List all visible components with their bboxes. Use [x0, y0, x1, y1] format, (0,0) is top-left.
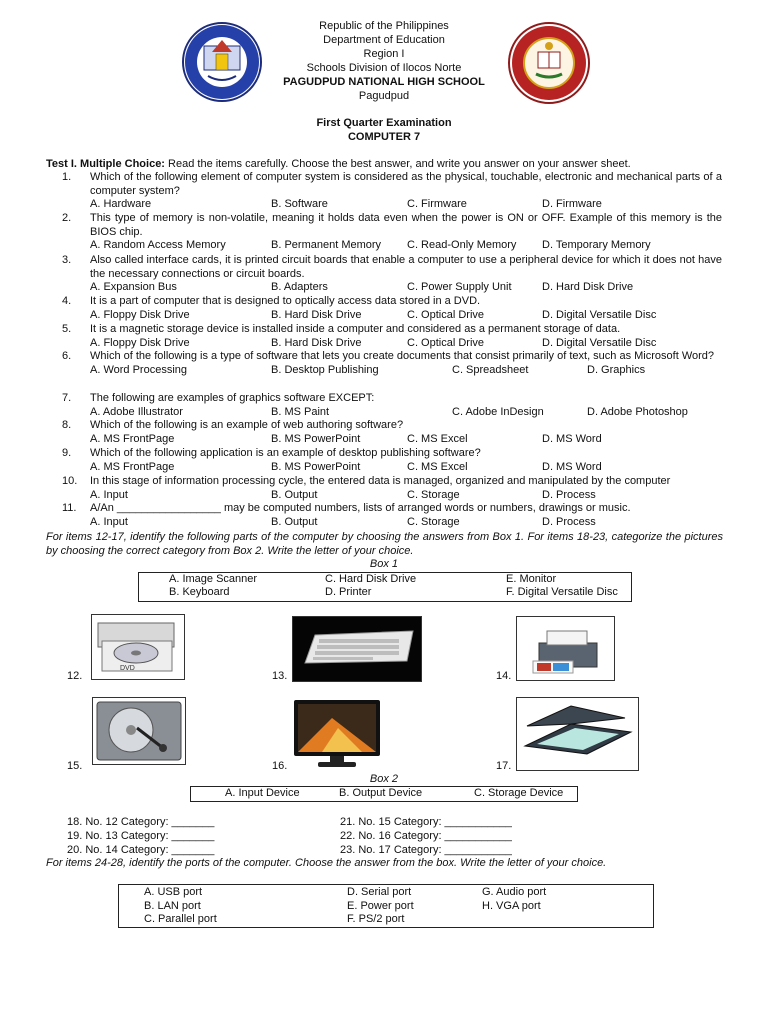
question-item — [62, 295, 722, 323]
answer-options — [90, 364, 722, 378]
answer-option: B. MS PowerPoint — [271, 460, 361, 473]
question-item — [62, 212, 722, 253]
box1-option: B. Keyboard — [169, 586, 230, 598]
answer-option: D. Hard Disk Drive — [542, 281, 634, 294]
picture-number: 17. — [496, 760, 512, 772]
dvd-logo-text: DVD — [120, 665, 135, 672]
answer-option: A. Hardware — [90, 198, 152, 211]
test1-label: Test I. Multiple Choice: — [46, 158, 165, 170]
part3-instructions: For items 24-28, identify the ports of the computer. Choose the answer from the box. Write the letter of your choice. — [46, 857, 607, 869]
hard-disk-picture — [92, 697, 186, 765]
answer-option: A. Floppy Disk Drive — [90, 308, 190, 321]
answer-options — [90, 406, 722, 420]
answer-option: A. Random Access Memory — [90, 239, 226, 252]
answer-options — [90, 461, 722, 475]
box1-option: E. Monitor — [506, 573, 557, 585]
header-line-4: Schools Division of Ilocos Norte — [306, 62, 462, 74]
box2 — [190, 786, 578, 802]
category-item: 19. No. 13 Category: _______ — [67, 830, 215, 842]
question-number: 11. — [62, 502, 77, 514]
picture-number: 14. — [496, 670, 512, 682]
category-item: 18. No. 12 Category: _______ — [67, 816, 215, 828]
box2-option: A. Input Device — [225, 787, 300, 799]
answer-option: A. Adobe Illustrator — [90, 405, 183, 418]
question-text: The following are examples of graphics software EXCEPT: — [90, 392, 375, 404]
answer-option: C. Adobe InDesign — [452, 405, 544, 418]
question-text: It is a part of computer that is designed to optically access data stored in a DVD. — [90, 295, 481, 307]
category-item: 21. No. 15 Category: ___________ — [340, 816, 512, 828]
port-option: H. VGA port — [482, 900, 541, 912]
picture-number: 15. — [67, 760, 83, 772]
port-option: G. Audio port — [482, 886, 547, 898]
answer-option: C. Firmware — [407, 198, 467, 211]
answer-option: C. Storage — [407, 515, 460, 528]
header-line-2: Department of Education — [323, 34, 445, 46]
answer-options — [90, 433, 722, 447]
answer-options — [90, 198, 722, 212]
question-text: It is a magnetic storage device is installed inside a computer and considered as a permanent storage of data. — [90, 323, 621, 335]
answer-option: B. Desktop Publishing — [271, 363, 379, 376]
answer-option: B. Output — [271, 515, 318, 528]
box2-title: Box 2 — [369, 773, 399, 785]
answer-option: B. MS PowerPoint — [271, 432, 361, 445]
answer-option: C. MS Excel — [407, 432, 468, 445]
answer-option: A. Input — [90, 515, 128, 528]
answer-option: B. Hard Disk Drive — [271, 336, 362, 349]
category-item: 22. No. 16 Category: ___________ — [340, 830, 512, 842]
dvd-drive-picture — [91, 614, 185, 680]
box1-option: F. Digital Versatile Disc — [506, 586, 618, 598]
answer-option: C. Spreadsheet — [452, 363, 529, 376]
answer-options — [90, 516, 722, 530]
picture-number: 12. — [67, 670, 83, 682]
question-item — [62, 502, 722, 530]
answer-option: D. Digital Versatile Disc — [542, 308, 657, 321]
question-number: 10. — [62, 475, 78, 487]
question-number: 4. — [62, 295, 72, 307]
box2-option: C. Storage Device — [474, 787, 564, 799]
answer-option: C. MS Excel — [407, 460, 468, 473]
box1-option: A. Image Scanner — [169, 573, 258, 585]
test1-instruction-text: Read the items carefully. Choose the best answer, and write you answer on your answer sheet. — [164, 158, 631, 170]
answer-option: C. Power Supply Unit — [407, 281, 512, 294]
port-option: D. Serial port — [347, 886, 412, 898]
question-item — [62, 475, 722, 503]
question-item — [62, 171, 722, 212]
answer-option: B. Output — [271, 488, 318, 501]
question-number: 8. — [62, 419, 72, 431]
answer-option: D. Temporary Memory — [542, 239, 651, 252]
question-item — [62, 392, 722, 420]
answer-option: D. Process — [542, 515, 596, 528]
answer-option: A. MS FrontPage — [90, 460, 175, 473]
keyboard-picture — [292, 616, 422, 682]
question-text: A/An _________________ may be computed numbers, lists of arranged words or numbers, drawings or music. — [90, 502, 631, 514]
printer-picture — [516, 616, 615, 681]
question-number: 9. — [62, 447, 72, 459]
answer-option: C. Optical Drive — [407, 308, 485, 321]
answer-option: C. Optical Drive — [407, 336, 485, 349]
port-option: B. LAN port — [144, 900, 201, 912]
answer-option: D. Graphics — [587, 363, 646, 376]
box1-title: Box 1 — [369, 558, 399, 570]
answer-options — [90, 489, 722, 503]
school-town: Pagudpud — [358, 90, 410, 102]
box2-option: B. Output Device — [339, 787, 423, 799]
question-item — [62, 447, 722, 475]
answer-option: A. Expansion Bus — [90, 281, 177, 294]
answer-option: D. Firmware — [542, 198, 602, 211]
question-text: Which of the following is an example of web authoring software? — [90, 419, 404, 431]
monitor-picture — [292, 698, 382, 770]
port-option: A. USB port — [144, 886, 203, 898]
category-item: 20. No. 14 Category: _______ — [67, 844, 215, 856]
answer-option: B. Adapters — [271, 281, 328, 294]
answer-option: B. Hard Disk Drive — [271, 308, 362, 321]
answer-option: B. Software — [271, 198, 328, 211]
question-text: In this stage of information processing cycle, the entered data is managed, organized and manipulated by the computer — [90, 475, 671, 487]
scanner-picture — [516, 697, 639, 771]
question-text: Which of the following is a type of software that lets you create documents that consist primarily of text, such as Microsoft Word? — [90, 350, 715, 362]
picture-number: 13. — [272, 670, 288, 682]
school-name: PAGUDPUD NATIONAL HIGH SCHOOL — [283, 76, 485, 88]
question-number: 6. — [62, 350, 72, 362]
port-option: F. PS/2 port — [347, 913, 405, 925]
question-text: Which of the following application is an example of desktop publishing software? — [90, 447, 481, 459]
answer-option: C. Read-Only Memory — [407, 239, 517, 252]
picture-number: 16. — [272, 760, 288, 772]
answer-option: D. MS Word — [542, 460, 602, 473]
header-line-3: Region I — [363, 48, 405, 60]
exam-subject: COMPUTER 7 — [347, 131, 421, 143]
answer-option: A. MS FrontPage — [90, 432, 175, 445]
question-item — [62, 323, 722, 351]
exam-title: First Quarter Examination — [316, 117, 452, 129]
answer-option: D. Adobe Photoshop — [587, 405, 688, 418]
question-number: 1. — [62, 171, 72, 183]
answer-option: A. Floppy Disk Drive — [90, 336, 190, 349]
part2-instructions: For items 12-17, identify the following parts of the computer by choosing the answers from Box 1. For items 18-23, categorize the pictures by choosing the correct category from Box 2. Write the letter of your choice. — [46, 531, 723, 557]
box1-option: C. Hard Disk Drive — [325, 573, 417, 585]
question-text: Also called interface cards, it is printed circuit boards that enable a computer to use a peripheral device for which it does not have the necessary connections or circuit boards. — [90, 254, 722, 280]
box1 — [138, 572, 632, 602]
question-number: 3. — [62, 254, 72, 266]
answer-option: D. Process — [542, 488, 596, 501]
answer-options — [90, 281, 722, 295]
answer-options — [90, 239, 722, 253]
port-option: C. Parallel port — [144, 913, 217, 925]
answer-option: C. Storage — [407, 488, 460, 501]
ports-box — [118, 884, 654, 928]
test1-instructions — [46, 157, 736, 171]
category-item: 23. No. 17 Category: ___________ — [340, 844, 512, 856]
question-number: 5. — [62, 323, 72, 335]
port-option: E. Power port — [347, 900, 414, 912]
answer-option: D. MS Word — [542, 432, 602, 445]
question-number: 2. — [62, 212, 72, 224]
answer-option: A. Input — [90, 488, 128, 501]
answer-option: A. Word Processing — [90, 363, 188, 376]
box1-option: D. Printer — [325, 586, 372, 598]
answer-option: D. Digital Versatile Disc — [542, 336, 657, 349]
header-line-1: Republic of the Philippines — [319, 20, 449, 32]
question-item — [62, 350, 722, 378]
question-text: Which of the following element of computer system is considered as the physical, touchable, electronic and mechanical parts of a computer system? — [90, 171, 722, 197]
answer-options — [90, 309, 722, 323]
question-number: 7. — [62, 392, 72, 404]
answer-option: B. MS Paint — [271, 405, 330, 418]
question-item — [62, 419, 722, 447]
question-text: This type of memory is non-volatile, meaning it holds data even when the power is ON or OFF. Example of this memory is the BIOS chip. — [90, 212, 722, 238]
answer-options — [90, 337, 722, 351]
answer-option: B. Permanent Memory — [271, 239, 382, 252]
question-item — [62, 254, 722, 295]
